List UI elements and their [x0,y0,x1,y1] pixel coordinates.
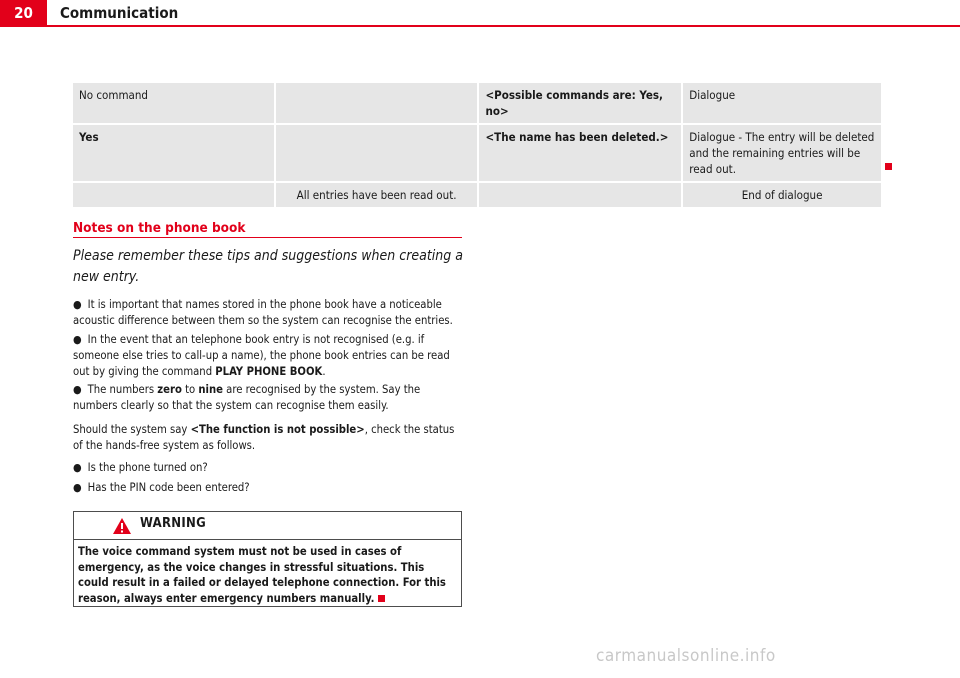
keyword-zero: zero [157,383,182,396]
table-row [73,124,882,182]
table-cell: <The name has been deleted.> [478,124,682,182]
bullet-item [73,332,465,380]
system-message: <The function is not possible> [190,423,365,436]
bullet-icon: ● [73,298,82,311]
end-marker-icon [378,595,385,602]
table-cell [73,182,275,208]
table-row [73,83,882,124]
table-cell: No command [73,83,275,124]
table-cell [478,182,682,208]
bullet-item [73,382,465,414]
page-number: 20 [0,0,47,27]
status-text-end: , check the status of the hands-free system as follows. [73,423,455,452]
warning-triangle-icon [112,517,132,535]
bullet-item [73,297,465,329]
command-text: PLAY PHONE BOOK [215,365,323,378]
bullet-icon: ● [73,383,82,396]
heading-rule [73,237,462,238]
bullet-text: It is important that names stored in the phone book have a noticeable acoustic difference between them so the system can recognise the entries. [73,298,453,327]
check-bullet [73,460,465,476]
table-cell: Dialogue - The entry will be deleted and the remaining entries will be read out. [682,124,882,182]
warning-text [74,540,461,606]
command-table [73,83,883,209]
status-text: Should the system say [73,423,191,436]
section-title: Communication [60,4,179,22]
table-cell: Yes [73,124,275,182]
table-cell: All entries have been read out. [275,182,479,208]
table-cell: Dialogue [682,83,882,124]
warning-header [74,512,461,540]
watermark: carmanualsonline.info [596,646,776,666]
warning-body: The voice command system must not be used in cases of emergency, as the voice changes in stressful situations. This could result in a failed or delayed telephone connection. For this reason, always enter emergency numbers manually. [78,545,446,605]
table-cell: End of dialogue [682,182,882,208]
status-paragraph [73,422,465,454]
page-header [0,0,960,28]
bullet-text-end: . [322,365,326,378]
table-row [73,182,882,208]
check-text: Has the PIN code been entered? [87,481,250,494]
notes-heading: Notes on the phone book [73,220,246,236]
bullet-icon: ● [73,333,82,346]
table-cell [275,83,479,124]
check-bullet [73,480,465,496]
bullet-text: The numbers [87,383,158,396]
warning-box [73,511,462,607]
bullet-text-end: are recognised by the system. Say the numbers clearly so that the system can recognise them easily. [73,383,421,412]
table-cell: <Possible commands are: Yes, no> [478,83,682,124]
bullet-text-mid: to [181,383,199,396]
bullet-text: In the event that an telephone book entry is not recognised (e.g. if someone else tries to call-up a name), the phone book entries can be read out by giving the command [73,333,450,378]
intro-text: Please remember these tips and suggestions when creating a new entry. [73,248,463,285]
bullet-icon: ● [73,461,82,474]
check-text: Is the phone turned on? [87,461,208,474]
end-of-section-marker [885,163,892,170]
keyword-nine: nine [198,383,223,396]
warning-label: WARNING [140,516,207,531]
bullet-icon: ● [73,481,82,494]
table-cell [275,124,479,182]
header-rule [47,25,960,27]
